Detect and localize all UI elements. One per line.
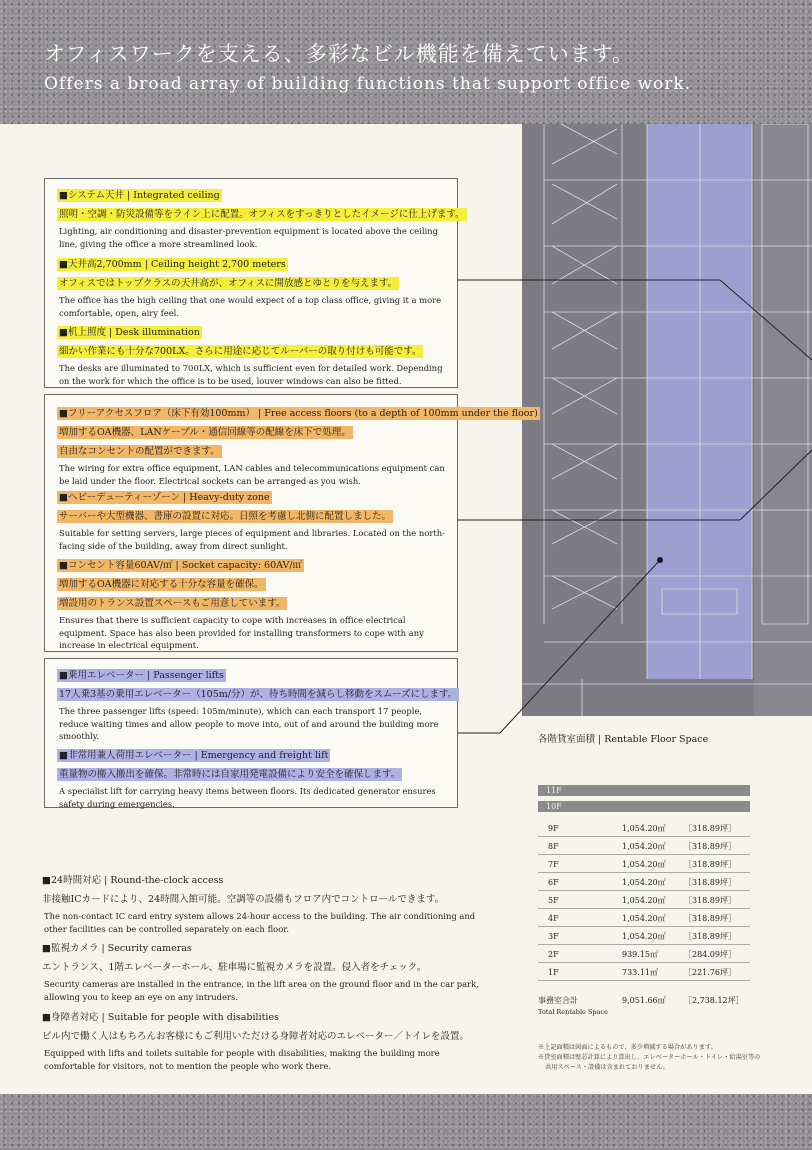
lift-features-box [44, 658, 458, 808]
feature-free-access-floors: ■フリーアクセスフロア（床下有効100mm） | Free access floors (to a depth of 100mm under the floor) 増加するOA機器、LANケーブル・通信回線等の配線を床下で処理。 自由なコンセントの配置ができます。 The wiring for extra office equipment, LAN cables and telecommunications equipment can be laid under the floor. Electrical sockets can be arranged as you wish. [59, 408, 538, 486]
feature-title-jp: ■監視カメラ [42, 943, 99, 954]
floor-tsubo: ［318.89坪］ [684, 878, 736, 887]
feature-desc-en: Equipped with lifts and toilets suitable for people with disabilities, making the building more comfortable for visitors, not to mention the people who work there. [44, 1048, 440, 1071]
floor-label: 8F [548, 842, 559, 851]
floor-features-box [44, 394, 538, 652]
floor-area: 1,054.20㎡ [622, 878, 666, 887]
feature-title-en: Socket capacity: 60AV/㎡ [181, 560, 303, 571]
note-2: ※貸室面積は壁芯計算により算出し、エレベーターホール・トイレ・給湯室等の [538, 1054, 761, 1061]
feature-title-en: Suitable for people with disabilities [107, 1012, 279, 1023]
floor-row [538, 912, 750, 927]
feature-passenger-lifts: ■乗用エレベーター | Passenger lifts 17人乗3基の乗用エレベーター（105m/分）が、待ち時間を減らし移動をスムーズにします。 The three passenger lifts (speed: 105m/minute), which can each transport 17 people, reduce waiting times and allow people to move into, out of and around the building more smoothly. [59, 670, 458, 741]
feature-desc-jp: ビル内で働く人はもちろんお客様にもご利用いただける身障者対応のエレベーター／トイレを設置。 [42, 1031, 470, 1042]
feature-desc-en: The wiring for extra office equipment, LAN cables and telecommunications equipment can be laid under the floor. Electrical sockets can be arranged as you wish. [59, 463, 445, 486]
floor-label: 7F [548, 860, 559, 869]
floor-label: 5F [548, 896, 559, 905]
feature-title-jp: ■フリーアクセスフロア（床下有効100mm） [59, 408, 255, 419]
feature-desc-en: The non-contact IC card entry system allows 24-hour access to the building. The air conditioning and other facilities can be controlled separately on each floor. [44, 911, 476, 934]
feature-title-en: Security cameras [107, 943, 192, 954]
floor-area: 733.11㎡ [622, 968, 658, 977]
floor-bar-11f: 11F [538, 785, 750, 796]
feature-round-the-clock: ■24時間対応 | Round-the-clock access 非接触ICカードにより、24時間入館可能。空調等の設備もフロア内でコントロールできます。 The non-contact IC card entry system allows 24-hour access to the building. The air conditioning and other facilities can be controlled separately on each floor. [42, 868, 492, 935]
floor-label: 3F [548, 932, 559, 941]
feature-title-jp: ■身障者対応 [42, 1012, 99, 1023]
feature-title-jp: ■コンセント容量60AV/㎡ [59, 560, 173, 571]
feature-desc-en: The desks are illuminated to 700LX, which is sufficient even for detailed work. Depending on the work for which the office is to be used, louver windows can also be fitted. [59, 363, 443, 386]
feature-title-en: Integrated ceiling [133, 190, 220, 201]
floor-row [538, 822, 750, 837]
feature-title-jp: ■ヘビーデューティーゾーン [59, 492, 180, 503]
total-row [538, 994, 750, 1006]
building-section-svg [522, 124, 812, 716]
floor-row [538, 930, 750, 945]
feature-desc-jp: サーバーや大型機器、書庫の設置に対応。日照を考慮し北側に配置しました。 [59, 511, 392, 522]
floor-tsubo: ［318.89坪］ [684, 860, 736, 869]
floor-row [538, 966, 750, 981]
feature-socket-capacity: ■コンセント容量60AV/㎡ | Socket capacity: 60AV/㎡ 増加するOA機器に対応する十分な容量を確保。 増設用のトランス設置スペースもご用意しています。 Ensures that there is sufficient capacity to cope with increases in office electrical equipment. Space has also been provided for installing transformers to cope with any increase in electrical equipment. [57, 553, 453, 652]
floor-row [538, 894, 750, 909]
feature-desc-en: Suitable for setting servers, large pieces of equipment and libraries. Located on the north-facing side of the building, away from direct sunlight. [59, 528, 445, 551]
feature-title-en: Heavy-duty zone [189, 492, 270, 503]
ceiling-features-box [44, 178, 465, 388]
feature-title-en: Round-the-clock access [110, 875, 224, 886]
floor-row [538, 840, 750, 855]
floor-tsubo: ［284.09坪］ [684, 950, 736, 959]
feature-title-en: Ceiling height 2,700 meters [150, 259, 286, 270]
feature-title-jp: ■システム天井 [59, 190, 125, 201]
floor-area: 939.15㎡ [622, 950, 658, 959]
feature-title-en: Passenger lifts [153, 670, 224, 681]
floor-bar-10f: 10F [538, 801, 750, 812]
feature-integrated-ceiling: ■システム天井 | Integrated ceiling 照明・空調・防災設備等をライン上に配置。オフィスをすっきりとしたイメージに仕上げます。 Lighting, air conditioning and disaster-prevention equipment is located above the ceiling line, giving the office a more streamlined look. [59, 190, 465, 249]
feature-desc-jp: 照明・空調・防災設備等をライン上に配置。オフィスをすっきりとしたイメージに仕上げます。 [59, 209, 465, 220]
feature-desc-jp: オフィスではトップクラスの天井高が、オフィスに開放感とゆとりを与えます。 [59, 278, 398, 289]
feature-desk-illumination: ■机上照度 | Desk illumination 細かい作業にも十分な700LX。さらに用途に応じてルーバーの取り付けも可能です。 The desks are illuminated to 700LX, which is sufficient even for detailed work. Depending on the work for which the office is to be used, louver windows can also be fitted. [57, 320, 453, 387]
feature-title-jp: ■天井高2,700mm [59, 259, 142, 270]
feature-security-cameras: ■監視カメラ | Security cameras エントランス、1階エレベーターホール、駐車場に監視カメラを設置。侵入者をチェック。 Security cameras are installed in the entrance, in the lift area on the ground floor and in the car park, allowing you to keep an eye on any intruders. [42, 936, 492, 1003]
feature-ceiling-height: ■天井高2,700mm | Ceiling height 2,700 meters オフィスではトップクラスの天井高が、オフィスに開放感とゆとりを与えます。 The office has the high ceiling that one would expect of a top class office, giving it a more comfortable, open, airy feel. [57, 252, 453, 319]
feature-heavy-duty-zone: ■ヘビーデューティーゾーン | Heavy-duty zone サーバーや大型機器、書庫の設置に対応。日照を考慮し北側に配置しました。 Suitable for setting servers, large pieces of equipment and libraries. Located on the north-facing side of the building, away from direct sunlight. [57, 485, 453, 552]
floor-area: 1,054.20㎡ [622, 824, 666, 833]
feature-desc-jp: 自由なコンセントの配置ができます。 [59, 446, 220, 457]
floor-row [538, 876, 750, 891]
feature-title-jp: ■24時間対応 [42, 875, 102, 886]
feature-desc-jp: エントランス、1階エレベーターホール、駐車場に監視カメラを設置。侵入者をチェック。 [42, 962, 427, 973]
feature-desc-en: A specialist lift for carrying heavy items between floors. Its dedicated generator ensures safety during emergencies. [59, 786, 436, 809]
feature-title-en: Free access floors (to a depth of 100mm under the floor) [264, 408, 538, 419]
floor-tsubo: ［318.89坪］ [684, 932, 736, 941]
floor-area: 1,054.20㎡ [622, 932, 666, 941]
feature-emergency-lift: ■非常用兼人荷用エレベーター | Emergency and freight lift 重量物の搬入搬出を確保。非常時には自家用発電設備により安全を確保します。 A specialist lift for carrying heavy items between floors. Its dedicated generator ensures safety during emergencies. [57, 743, 453, 810]
note-3: 共用スペース・設備は含まれておりません。 [545, 1064, 669, 1071]
feature-desc-en: Lighting, air conditioning and disaster-prevention equipment is located above the ceiling line, giving the office a more streamlined look. [59, 226, 438, 249]
feature-desc-jp: 非接触ICカードにより、24時間入館可能。空調等の設備もフロア内でコントロールできます。 [42, 894, 445, 905]
floor-label: 4F [548, 914, 559, 923]
feature-desc-jp: 増設用のトランス設置スペースもご用意しています。 [59, 598, 286, 609]
feature-title-en: Emergency and freight lift [200, 750, 329, 761]
floor-row [538, 858, 750, 873]
total-label-en: Total Rentable Space [538, 1008, 608, 1016]
floor-tsubo: ［318.89坪］ [684, 824, 736, 833]
floor-space-title-en: Rentable Floor Space [604, 734, 709, 745]
floor-area: 1,054.20㎡ [622, 896, 666, 905]
total-area: 9,051.66㎡ [622, 996, 666, 1005]
note-1: ※上記面積は図面によるもので、多少増減する場合があります。 [538, 1044, 717, 1051]
feature-disability-access: ■身障者対応 | Suitable for people with disabilities ビル内で働く人はもちろんお客様にもご利用いただける身障者対応のエレベーター／トイレを設置。 Equipped with lifts and toilets suitable for people with disabilities, making the building more comfortable for visitors, not to mention the people who work there. [42, 1005, 492, 1072]
floor-label: 2F [548, 950, 559, 959]
feature-desc-jp: 重量物の搬入搬出を確保。非常時には自家用発電設備により安全を確保します。 [59, 769, 401, 780]
floor-label: 1F [548, 968, 559, 977]
feature-desc-jp: 17人乗3基の乗用エレベーター（105m/分）が、待ち時間を減らし移動をスムーズにします。 [59, 689, 458, 700]
floor-area: 1,054.20㎡ [622, 914, 666, 923]
total-label-jp: 事務室合計 [538, 996, 578, 1005]
building-section-drawing [522, 124, 812, 716]
floor-space-title: 各階貸室面積 | Rentable Floor Space [538, 734, 709, 745]
floor-tsubo: ［318.89坪］ [684, 842, 736, 851]
feature-desc-en: Security cameras are installed in the entrance, in the lift area on the ground floor and in the car park, allowing you to keep an eye on any intruders. [44, 979, 479, 1002]
floor-tsubo: ［318.89坪］ [684, 896, 736, 905]
feature-title-jp: ■乗用エレベーター [59, 670, 144, 681]
floor-space-title-jp: 各階貸室面積 [538, 734, 596, 745]
floor-area: 1,054.20㎡ [622, 842, 666, 851]
feature-title-en: Desk illumination [115, 327, 200, 338]
feature-desc-en: The office has the high ceiling that one would expect of a top class office, giving it a more comfortable, open, airy feel. [59, 295, 442, 318]
total-tsubo: ［2,738.12坪］ [684, 996, 744, 1005]
feature-title-jp: ■机上照度 [59, 327, 106, 338]
feature-desc-en: The three passenger lifts (speed: 105m/minute), which can each transport 17 people, reduce waiting times and allow people to move into, out of and around the building more smoothly. [59, 706, 439, 741]
page-title-en: Offers a broad array of building functions that support office work. [44, 74, 692, 94]
feature-desc-en: Ensures that there is sufficient capacity to cope with increases in office electrical equipment. Space has also been provided for installing transformers to cope with any increase in electrical equipment. [59, 615, 424, 650]
floor-label: 6F [548, 878, 559, 887]
page-title-jp: オフィスワークを支える、多彩なビル機能を備えています。 [44, 42, 635, 66]
feature-desc-jp: 増加するOA機器、LANケーブル・通信回線等の配線を床下で処理。 [59, 427, 351, 438]
feature-title-jp: ■非常用兼人荷用エレベーター [59, 750, 192, 761]
floor-tsubo: ［318.89坪］ [684, 914, 736, 923]
floor-tsubo: ［221.76坪］ [684, 968, 736, 977]
floor-label: 9F [548, 824, 559, 833]
feature-desc-jp: 細かい作業にも十分な700LX。さらに用途に応じてルーバーの取り付けも可能です。 [59, 346, 422, 357]
floor-area: 1,054.20㎡ [622, 860, 666, 869]
floor-row [538, 948, 750, 963]
feature-desc-jp: 増加するOA機器に対応する十分な容量を確保。 [59, 579, 264, 590]
